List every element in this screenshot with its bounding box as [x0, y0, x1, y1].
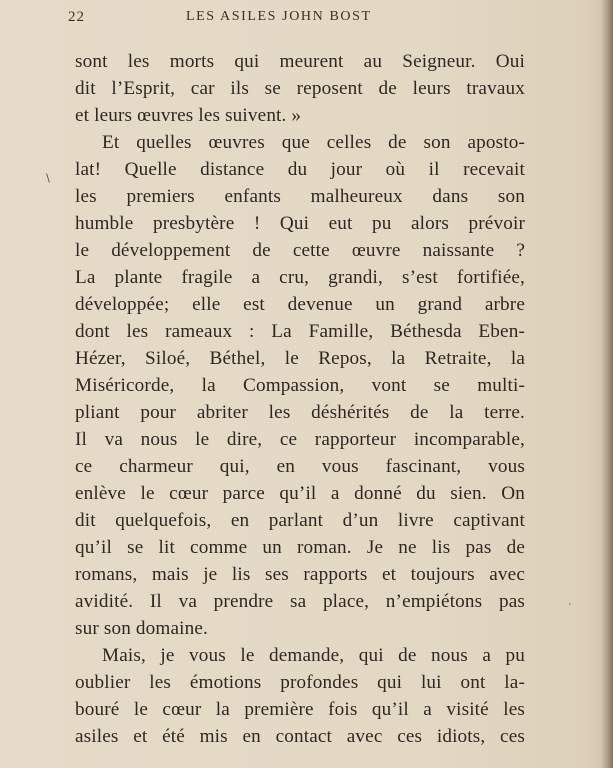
- spine-shadow: [601, 0, 613, 768]
- text-line: Miséricorde, la Compassion, vont se multi-: [75, 375, 525, 396]
- margin-speck: ∖: [44, 173, 52, 185]
- text-line: pliant pour abriter les déshérités de la terre.: [75, 402, 525, 423]
- text-line: Hézer, Siloé, Béthel, le Repos, la Retraite, la: [75, 348, 525, 369]
- running-head: LES ASILES JOHN BOST: [186, 9, 372, 24]
- text-line: dont les rameaux : La Famille, Béthesda Eben-: [75, 321, 525, 342]
- text-line: sur son domaine.: [75, 618, 208, 639]
- paragraph-first-line: Mais, je vous le demande, qui de nous a pu: [102, 645, 525, 666]
- text-line: Il va nous le dire, ce rapporteur incomparable,: [75, 429, 525, 450]
- text-line: développée; elle est devenue un grand arbre: [75, 294, 525, 315]
- text-line: asiles et été mis en contact avec ces idiots, ces: [75, 726, 525, 747]
- text-line: sont les morts qui meurent au Seigneur. Oui: [75, 51, 525, 72]
- paragraph-first-line: Et quelles œuvres que celles de son aposto-: [102, 132, 525, 153]
- text-line: humble presbytère ! Qui eut pu alors prévoir: [75, 213, 525, 234]
- text-line: dit l’Esprit, car ils se reposent de leurs travaux: [75, 78, 525, 99]
- text-line: le développement de cette œuvre naissante ?: [75, 240, 525, 261]
- text-line: avidité. Il va prendre sa place, n’empiétons pas: [75, 591, 525, 612]
- text-line: qu’il se lit comme un roman. Je ne lis pas de: [75, 537, 525, 558]
- text-line: ce charmeur qui, en vous fascinant, vous: [75, 456, 525, 477]
- body-text: [75, 48, 525, 750]
- text-line: oublier les émotions profondes qui lui ont la-: [75, 672, 525, 693]
- margin-speck: ·: [568, 598, 572, 610]
- text-line: bouré le cœur la première fois qu’il a visité les: [75, 699, 525, 720]
- page-number: 22: [68, 9, 85, 25]
- text-line: lat! Quelle distance du jour où il recevait: [75, 159, 525, 180]
- text-line: romans, mais je lis ses rapports et toujours avec: [75, 564, 525, 585]
- text-line: La plante fragile a cru, grandi, s’est fortifiée,: [75, 267, 525, 288]
- text-line: et leurs œuvres les suivent. »: [75, 105, 302, 126]
- text-line: dit quelquefois, en parlant d’un livre captivant: [75, 510, 525, 531]
- text-line: les premiers enfants malheureux dans son: [75, 186, 525, 207]
- text-line: enlève le cœur parce qu’il a donné du sien. On: [75, 483, 525, 504]
